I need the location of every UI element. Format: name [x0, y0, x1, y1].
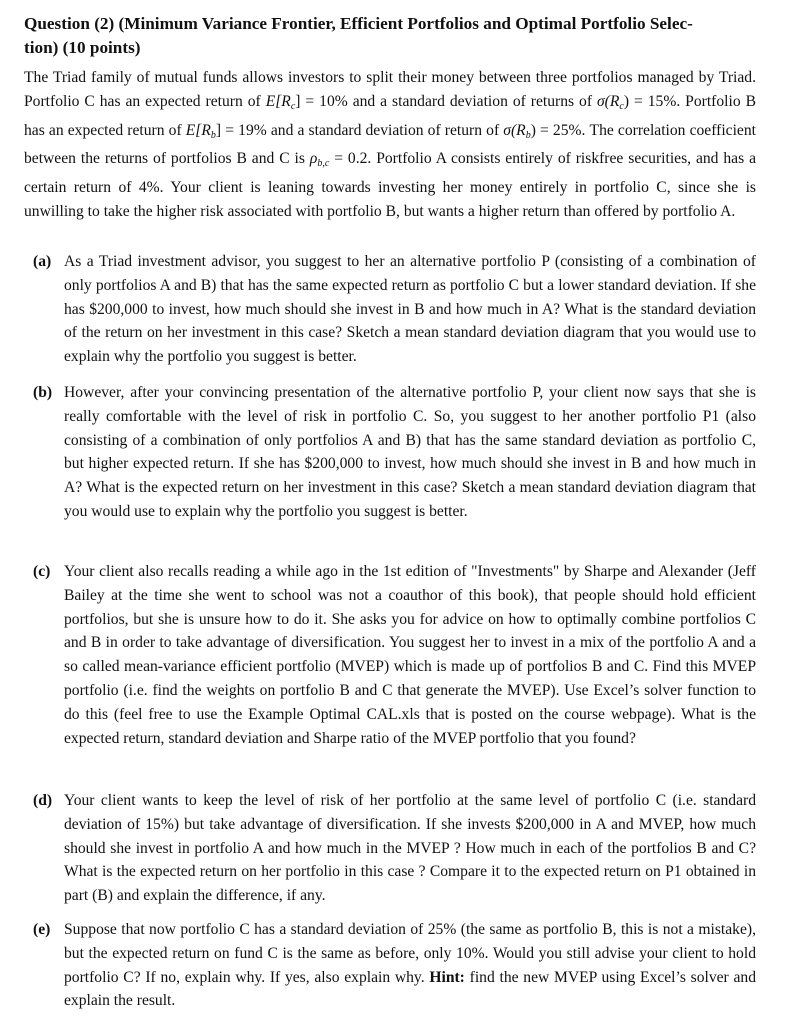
math-stdev-b: $\sigma(R_b) = 25\%$ [503, 121, 582, 141]
part-text: However, after your convincing presentation of the alternative portfolio P, your client now says that she is really comfortable with the level of risk in portfolio C. So, you suggest to her another portfolio P1 (also consisting of a combination of only portfolios A and B) that has the same standard deviation as portfolio C, but higher expected return. If she has $200,000 to invest, how much should she invest in B and how much in A? What is the expected return on her investment in this case? Sketch a mean standard deviation diagram that you would use to explain why the portfolio you suggest is better. [64, 384, 756, 520]
question-title [24, 12, 788, 60]
part-label: (b) [33, 384, 53, 401]
part-b [24, 381, 756, 524]
part-label: (a) [33, 253, 52, 270]
math-stdev-c: $\sigma(R_c) = 15\%$ [596, 92, 677, 112]
part-text: Your client wants to keep the level of risk of her portfolio at the same level of portfolio C (i.e. standard deviation of 15%) but take advantage of diversification. If she invests $200,000 in A and MVEP, how much should she invest in portfolio A and how much in the MVEP ? How much in each of the portfolios B and C? What is the expected return on her portfolio in this case ? Compare it to the expected return on P1 obtained in part (B) and explain the difference, if any. [64, 792, 756, 905]
part-d [24, 789, 756, 908]
part-label: (e) [33, 921, 51, 938]
part-text: Your client also recalls reading a while ago in the 1st edition of "Investments" by Sharpe and Alexander (Jeff Bailey at the time she went to school was not a coauthor of this book), that people should hold efficient portfolios, but she is unsure how to do it. She asks you for advice on how to optimally combine portfolios C and B in order to take advantage of diversification. You suggest her to invest in a mix of the portfolio A and a so called mean-variance efficient portfolio (MVEP) which is made up of portfolios B and C. Find this MVEP portfolio (i.e. find the weights on portfolio B and C that generate the MVEP). Use Excel’s solver function to do this (feel free to use the Example Optimal CAL.xls that is posted on the course webpage). What is the expected return, standard deviation and Sharpe ratio of the MVEP portfolio that you found? [64, 563, 756, 747]
intro-text: . The correlation coefficient between the returns of portfolios B and C is [24, 121, 756, 168]
hint-label: Hint: [429, 968, 465, 986]
intro-text: . Portfolio B has an expected return of [24, 92, 756, 139]
part-text: As a Triad investment advisor, you suggest to her an alternative portfolio P (consisting of a combination of only portfolios A and B) that has the same expected return as portfolio C but a lower standard deviation. If she has $200,000 to invest, how much should she invest in B and how much in A? What is the standard deviation of the return on her investment in this case? Sketch a mean standard deviation diagram that you would use to explain why the portfolio you suggest is better. [64, 253, 756, 366]
intro-text: The Triad family of mutual funds allows investors to split their money between three portfolios managed by Triad. Portfolio C has an expected return of [24, 69, 756, 110]
part-label: (d) [33, 792, 53, 809]
intro-text: and a standard deviation of return of [266, 121, 504, 139]
math-expected-return-c: $E[R_c] = 10\%$ [265, 92, 348, 112]
part-label: (c) [33, 563, 51, 580]
intro-text: . Portfolio A consists entirely of riskfree securities, and has a certain return of 4%. Your client is leaning towards investing her money entirely in portfolio C, since she is unwilling to take the higher risk associated with portfolio B, but wants a higher return than offered by portfolio A. [24, 150, 756, 220]
question-title-line-1: Question (2) (Minimum Variance Frontier, Efficient Portfolios and Optimal Portfolio Selec- [24, 14, 693, 33]
question-title-line-2: tion) (10 points) [24, 38, 141, 57]
math-expected-return-b: $E[R_b] = 19\%$ [185, 121, 267, 141]
part-a [24, 250, 756, 369]
part-text: Suppose that now portfolio C has a standard deviation of 25% (the same as portfolio B, this is not a mistake), but the expected return on fund C is the same as before, only 10%. Would you still advise your client to hold portfolio C? If no, explain why. If yes, also explain why. Hint: find the new MVEP using Excel’s solver and explain the result. [64, 921, 756, 1010]
math-correlation: $\rho_{b,c} = 0.2$ [309, 150, 368, 170]
intro-text: and a standard deviation of returns of [347, 92, 597, 110]
part-c [24, 560, 756, 750]
part-e [24, 918, 756, 1013]
intro-paragraph [24, 66, 756, 224]
